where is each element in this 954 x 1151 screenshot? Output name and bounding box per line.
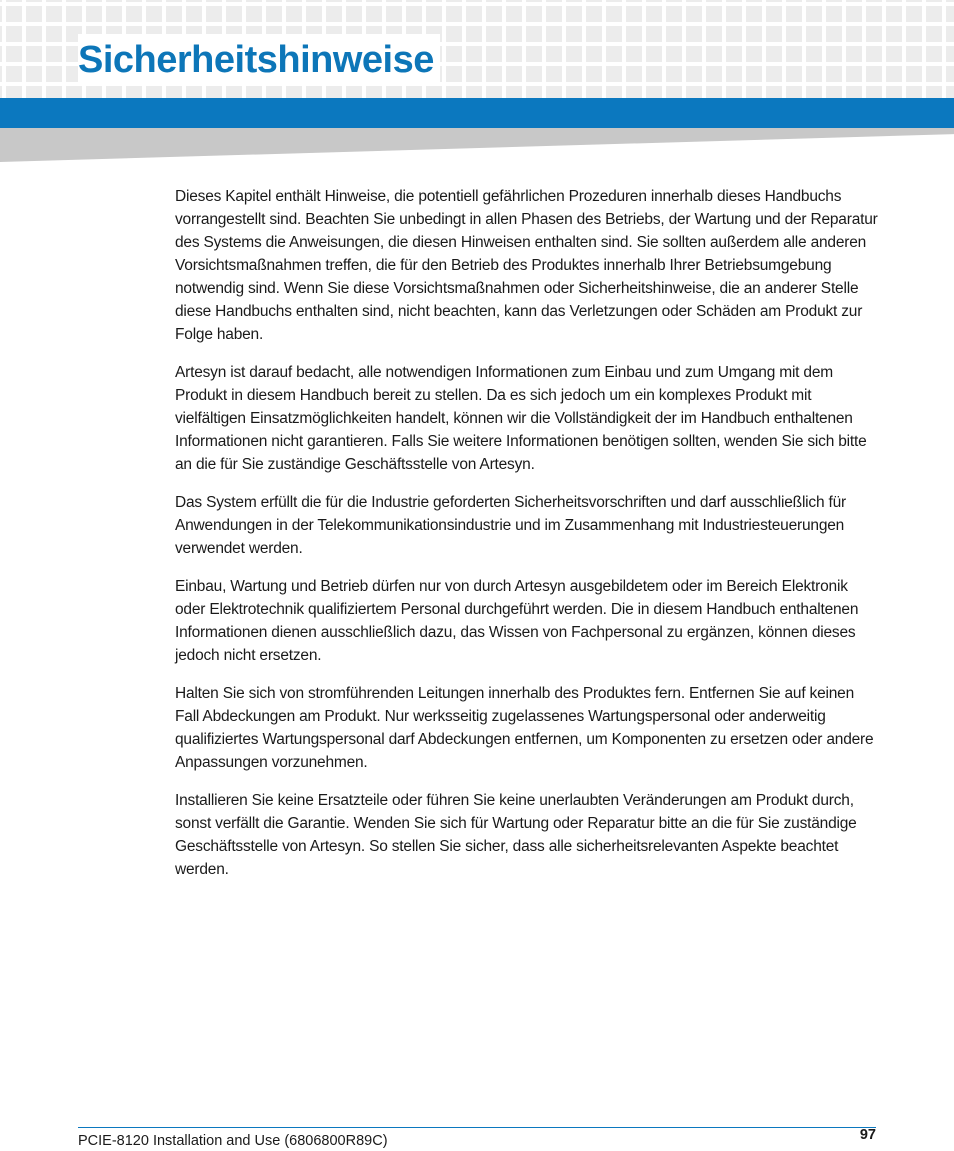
paragraph-3: Das System erfüllt die für die Industrie geforderten Sicherheitsvorschriften und darf ausschließlich für Anwendungen in der Telekommunikationsindustrie und im Zusammenhang mit Industriesteuerungen verwendet werden. xyxy=(175,494,846,557)
header-gray-wedge xyxy=(0,128,954,162)
body-content xyxy=(175,185,880,896)
header-blue-bar xyxy=(0,98,954,128)
paragraph-6: Installieren Sie keine Ersatzteile oder führen Sie keine unerlaubten Veränderungen am Produkt durch, sonst verfällt die Garantie. Wenden Sie sich für Wartung oder Reparatur bitte an die für Sie zuständige Geschäftsstelle von Artesyn. So stellen Sie sicher, dass alle sicherheitsrelevanten Aspekte beachtet werden. xyxy=(175,792,857,878)
paragraph-5: Halten Sie sich von stromführenden Leitungen innerhalb des Produktes fern. Entfernen Sie auf keinen Fall Abdeckungen am Produkt. Nur werksseitig zugelassenes Wartungspersonal oder anderweitig qualifiziertes Wartungspersonal darf Abdeckungen entfernen, um Komponenten zu ersetzen oder andere Anpassungen vorzunehmen. xyxy=(175,685,874,771)
footer-rule xyxy=(78,1127,876,1128)
paragraph-4: Einbau, Wartung und Betrieb dürfen nur von durch Artesyn ausgebildetem oder im Bereich Elektronik oder Elektrotechnik qualifiziertem Personal durchgeführt werden. Die in diesem Handbuch enthaltenen Informationen dienen ausschließlich dazu, das Wissen von Fachpersonal zu ergänzen, können dieses jedoch nicht ersetzen. xyxy=(175,578,859,664)
page-number: 97 xyxy=(859,1127,876,1143)
footer-doc-title: PCIE-8120 Installation and Use (6806800R89C) xyxy=(78,1133,388,1149)
paragraph-1: Dieses Kapitel enthält Hinweise, die potentiell gefährlichen Prozeduren innerhalb dieses Handbuchs vorrangestellt sind. Beachten Sie unbedingt in allen Phasen des Betriebs, der Wartung und der Reparatur des Systems die Anweisungen, die diesen Hinweisen enthalten sind. Sie sollten außerdem alle anderen Vorsichtsmaßnahmen treffen, die für den Betrieb des Produktes innerhalb Ihrer Betriebsumgebung notwendig sind. Wenn Sie diese Vorsichtsmaßnahmen oder Sicherheitshinweise, die an anderer Stelle diese Handbuchs enthalten sind, nicht beachten, kann das Verletzungen oder Schäden am Produkt zur Folge haben. xyxy=(175,188,878,343)
paragraph-2: Artesyn ist darauf bedacht, alle notwendigen Informationen zum Einbau und zum Umgang mit dem Produkt in diesem Handbuch bereit zu stellen. Da es sich jedoch um ein komplexes Produkt mit vielfältigen Einsatzmöglichkeiten handelt, können wir die Vollständigkeit der im Handbuch enthaltenen Informationen nicht garantieren. Falls Sie weitere Informationen benötigen sollten, wenden Sie sich bitte an die für Sie zuständige Geschäftsstelle von Artesyn. xyxy=(175,364,867,473)
page-title: Sicherheitshinweise xyxy=(78,34,440,86)
